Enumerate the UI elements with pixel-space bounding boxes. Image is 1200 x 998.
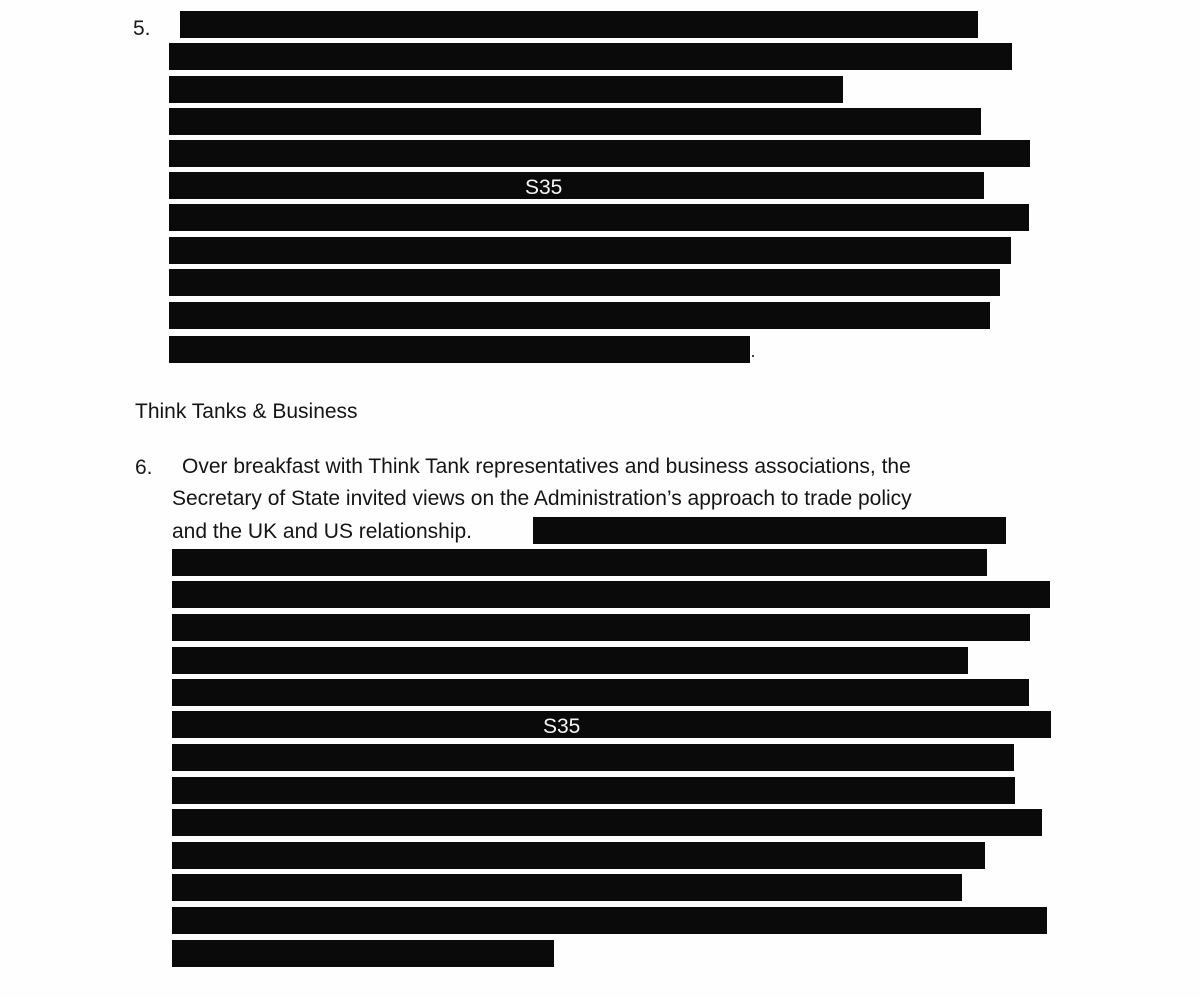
redaction-bar xyxy=(169,43,1012,70)
redaction-bar xyxy=(533,517,1006,544)
redaction-exemption-label: S35 xyxy=(543,715,581,738)
redaction-bar xyxy=(172,679,1029,706)
redaction-bar xyxy=(169,237,1011,264)
redaction-exemption-label: S35 xyxy=(525,176,563,199)
redaction-bar xyxy=(180,11,978,38)
redaction-bar xyxy=(172,809,1042,836)
redaction-bar xyxy=(172,907,1047,934)
redaction-bar xyxy=(169,76,843,103)
redaction-bar xyxy=(172,842,985,869)
redaction-bar xyxy=(169,204,1029,231)
paragraph-6-line: Over breakfast with Think Tank representatives and business associations, the xyxy=(182,455,911,478)
redaction-bar xyxy=(172,647,968,674)
redaction-bar xyxy=(172,874,962,901)
redaction-bar xyxy=(172,614,1030,641)
redaction-bar xyxy=(172,744,1014,771)
redaction-bar xyxy=(169,172,984,199)
redaction-bar xyxy=(169,302,990,329)
period-mark xyxy=(752,355,754,357)
paragraph-6-line: and the UK and US relationship. xyxy=(172,520,473,543)
paragraph-6-number: 6. xyxy=(135,456,153,479)
paragraph-5-number: 5. xyxy=(133,17,151,40)
section-heading: Think Tanks & Business xyxy=(135,400,358,423)
redaction-bar xyxy=(172,581,1050,608)
redaction-bar xyxy=(169,336,750,363)
paragraph-6-line: Secretary of State invited views on the Administration’s approach to trade policy xyxy=(172,487,912,510)
redaction-bar xyxy=(172,549,987,576)
redaction-bar xyxy=(169,140,1030,167)
redaction-bar xyxy=(172,940,554,967)
redaction-bar xyxy=(172,711,1051,738)
redaction-bar xyxy=(169,269,1000,296)
redaction-bar xyxy=(172,777,1015,804)
redaction-bar xyxy=(169,108,981,135)
